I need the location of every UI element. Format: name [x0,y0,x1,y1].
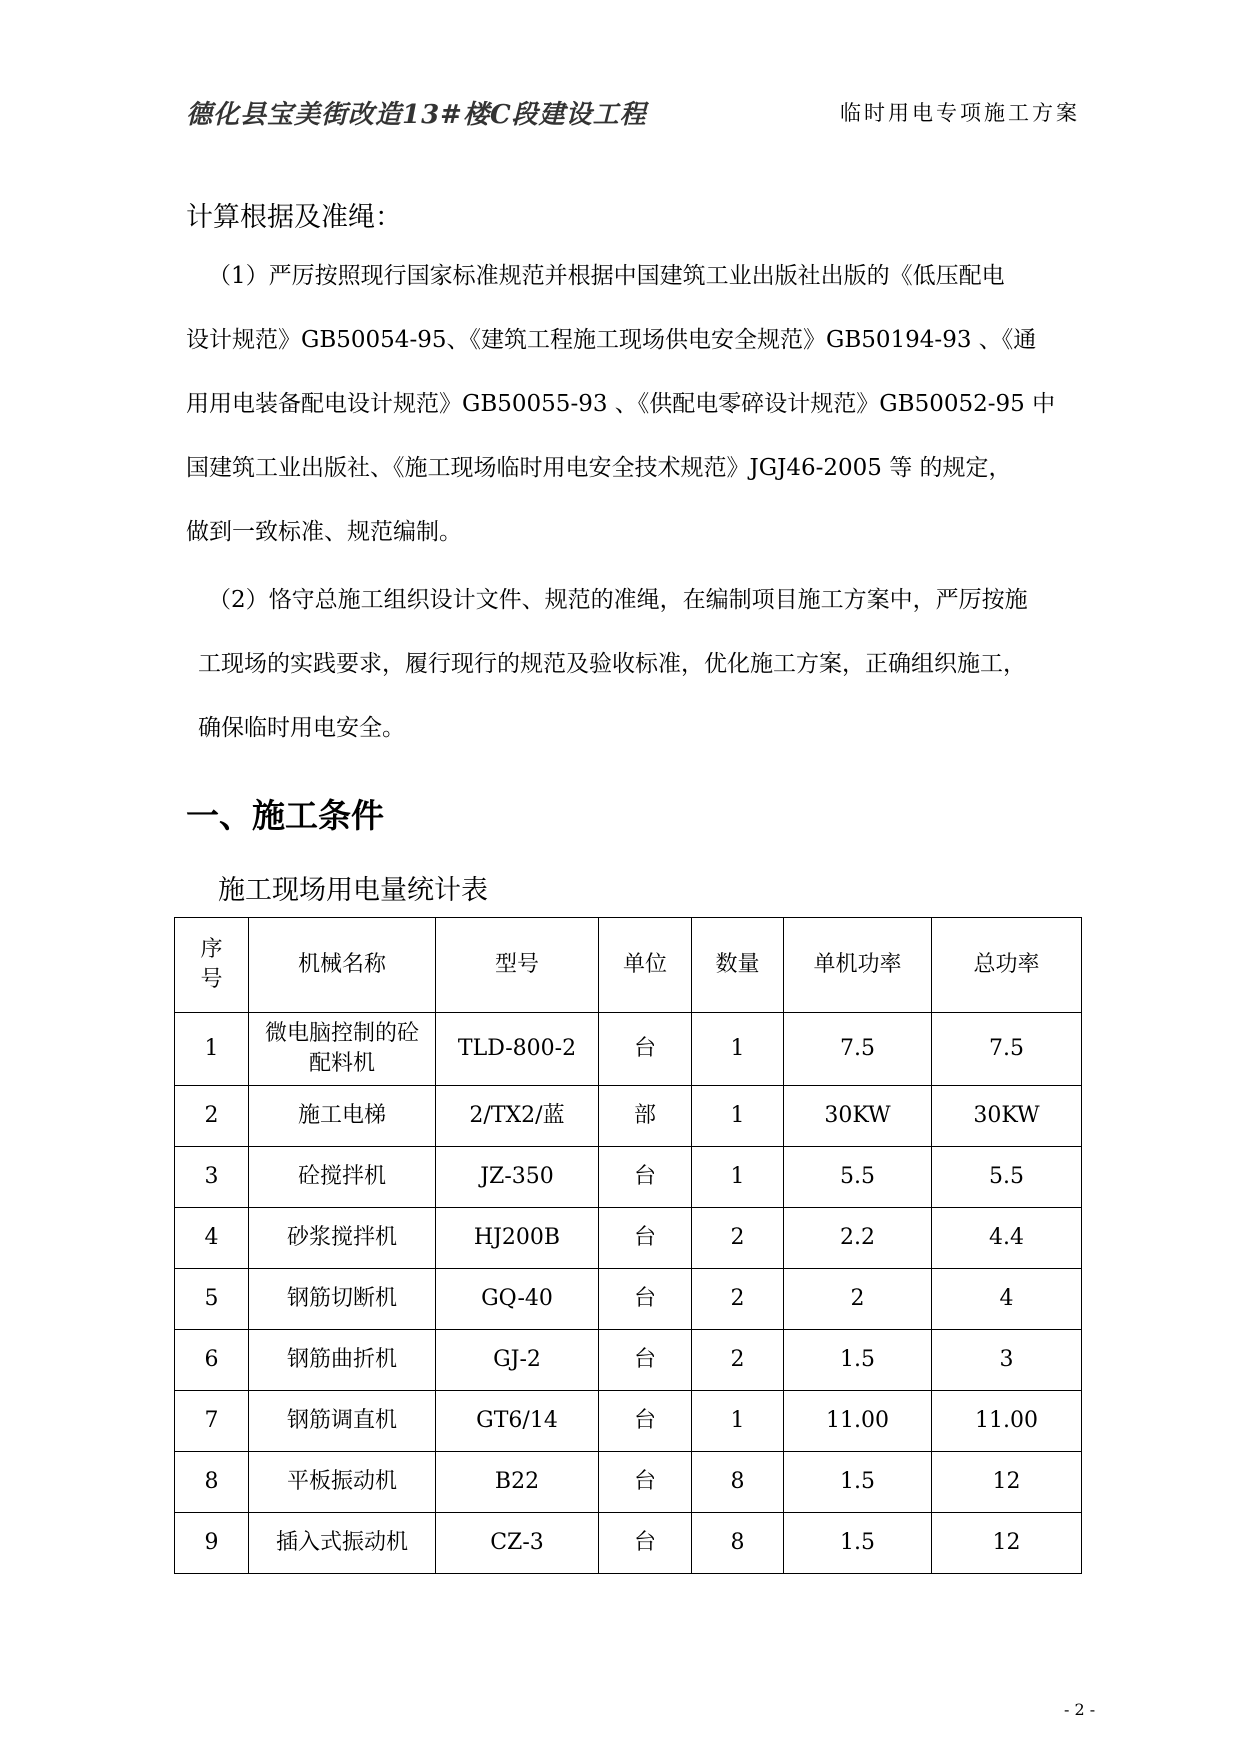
column-header: 机械名称 [249,918,436,1013]
table-row [175,1513,1082,1574]
column-header: 序号 [175,918,249,1013]
table-row [175,1269,1082,1330]
table-cell: CZ-3 [436,1513,599,1574]
table-cell: 施工电梯 [249,1086,436,1147]
table-row [175,1086,1082,1147]
table-cell: 11.00 [932,1391,1082,1452]
table-cell: 2 [692,1208,784,1269]
basis-heading: 计算根据及准绳： [186,202,402,233]
table-cell: 7 [175,1391,249,1452]
table-cell: 微电脑控制的砼配料机 [249,1013,436,1086]
table-cell: 台 [599,1269,692,1330]
table-row [175,1391,1082,1452]
table-cell: GJ-2 [436,1330,599,1391]
page-number: - 2 - [1064,1700,1096,1719]
paragraph-line: 确保临时用电安全。 [198,715,405,741]
table-cell: 1 [175,1013,249,1086]
basis-paragraph-1 [186,244,1146,564]
header-project-title: 德化县宝美街改造13#楼C段建设工程 [186,100,647,130]
table-cell: 2 [175,1086,249,1147]
table-cell: 钢筋调直机 [249,1391,436,1452]
table-cell: 4 [932,1269,1082,1330]
table-row [175,1208,1082,1269]
table-row [175,1452,1082,1513]
paragraph-line: 国建筑工业出版社、《施工现场临时用电安全技术规范》JGJ46-2005 等 的规定， [186,455,1012,481]
table-cell: 12 [932,1513,1082,1574]
table-cell: 1 [692,1147,784,1208]
table-cell: 5.5 [932,1147,1082,1208]
table-row [175,1330,1082,1391]
table-cell: 12 [932,1452,1082,1513]
table-cell: 台 [599,1208,692,1269]
table-cell: 台 [599,1452,692,1513]
column-header: 总功率 [932,918,1082,1013]
table-row [175,1013,1082,1086]
table-cell: 台 [599,1513,692,1574]
table-cell: 5.5 [784,1147,932,1208]
table-cell: 1 [692,1013,784,1086]
table-cell: 5 [175,1269,249,1330]
table-cell: 台 [599,1330,692,1391]
header-document-type: 临时用电专项施工方案 [840,101,1080,125]
table-cell: 1.5 [784,1452,932,1513]
table-cell: 4 [175,1208,249,1269]
table-cell: 1.5 [784,1513,932,1574]
column-header: 单位 [599,918,692,1013]
table-cell: 9 [175,1513,249,1574]
table-cell: 2 [692,1330,784,1391]
paragraph-line: （2）恪守总施工组织设计文件、规范的准绳，在编制项目施工方案中，严厉按施 [208,587,1028,613]
table-cell: 1.5 [784,1330,932,1391]
table-cell: 30KW [932,1086,1082,1147]
table-cell: 7.5 [932,1013,1082,1086]
column-header: 单机功率 [784,918,932,1013]
table-cell: 30KW [784,1086,932,1147]
table-cell: 2 [692,1269,784,1330]
table-cell: GT6/14 [436,1391,599,1452]
table-cell: 部 [599,1086,692,1147]
table-cell: 2 [784,1269,932,1330]
column-header: 数量 [692,918,784,1013]
paragraph-line: （1）严厉按照现行国家标准规范并根据中国建筑工业出版社出版的《低压配电 [208,263,1005,289]
basis-paragraph-2 [186,568,1146,760]
table-cell: 2.2 [784,1208,932,1269]
table-row [175,1147,1082,1208]
table-cell: HJ200B [436,1208,599,1269]
table-cell: 2/TX2/蓝 [436,1086,599,1147]
table-cell: 钢筋切断机 [249,1269,436,1330]
table-header-row [175,918,1082,1013]
table-cell: 4.4 [932,1208,1082,1269]
table-cell: 3 [175,1147,249,1208]
table-cell: 11.00 [784,1391,932,1452]
paragraph-line: 设计规范》GB50054-95、《建筑工程施工现场供电安全规范》GB50194-93 、《通 [186,327,1037,353]
paragraph-line: 工现场的实践要求，履行现行的规范及验收标准，优化施工方案，正确组织施工， [198,651,1026,677]
table-cell: 1 [692,1391,784,1452]
table-cell: TLD-800-2 [436,1013,599,1086]
table-cell: 平板振动机 [249,1452,436,1513]
table-cell: 3 [932,1330,1082,1391]
table-title: 施工现场用电量统计表 [218,875,488,906]
table-cell: 砼搅拌机 [249,1147,436,1208]
table-cell: 7.5 [784,1013,932,1086]
paragraph-line: 用用电装备配电设计规范》GB50055-93 、《供配电零碎设计规范》GB50052-95 中 [186,391,1056,417]
paragraph-line: 做到一致标准、规范编制。 [186,519,462,545]
table-cell: 台 [599,1147,692,1208]
table-cell: 8 [692,1452,784,1513]
table-cell: 台 [599,1391,692,1452]
table-cell: 砂浆搅拌机 [249,1208,436,1269]
section-heading: 一、施工条件 [186,796,384,835]
table-cell: GQ-40 [436,1269,599,1330]
table-cell: 钢筋曲折机 [249,1330,436,1391]
table-cell: 6 [175,1330,249,1391]
table-cell: 1 [692,1086,784,1147]
table-cell: 插入式振动机 [249,1513,436,1574]
power-usage-table [174,917,1082,1574]
table-cell: 台 [599,1013,692,1086]
table-cell: JZ-350 [436,1147,599,1208]
table-cell: B22 [436,1452,599,1513]
table-cell: 8 [692,1513,784,1574]
table-cell: 8 [175,1452,249,1513]
column-header: 型号 [436,918,599,1013]
